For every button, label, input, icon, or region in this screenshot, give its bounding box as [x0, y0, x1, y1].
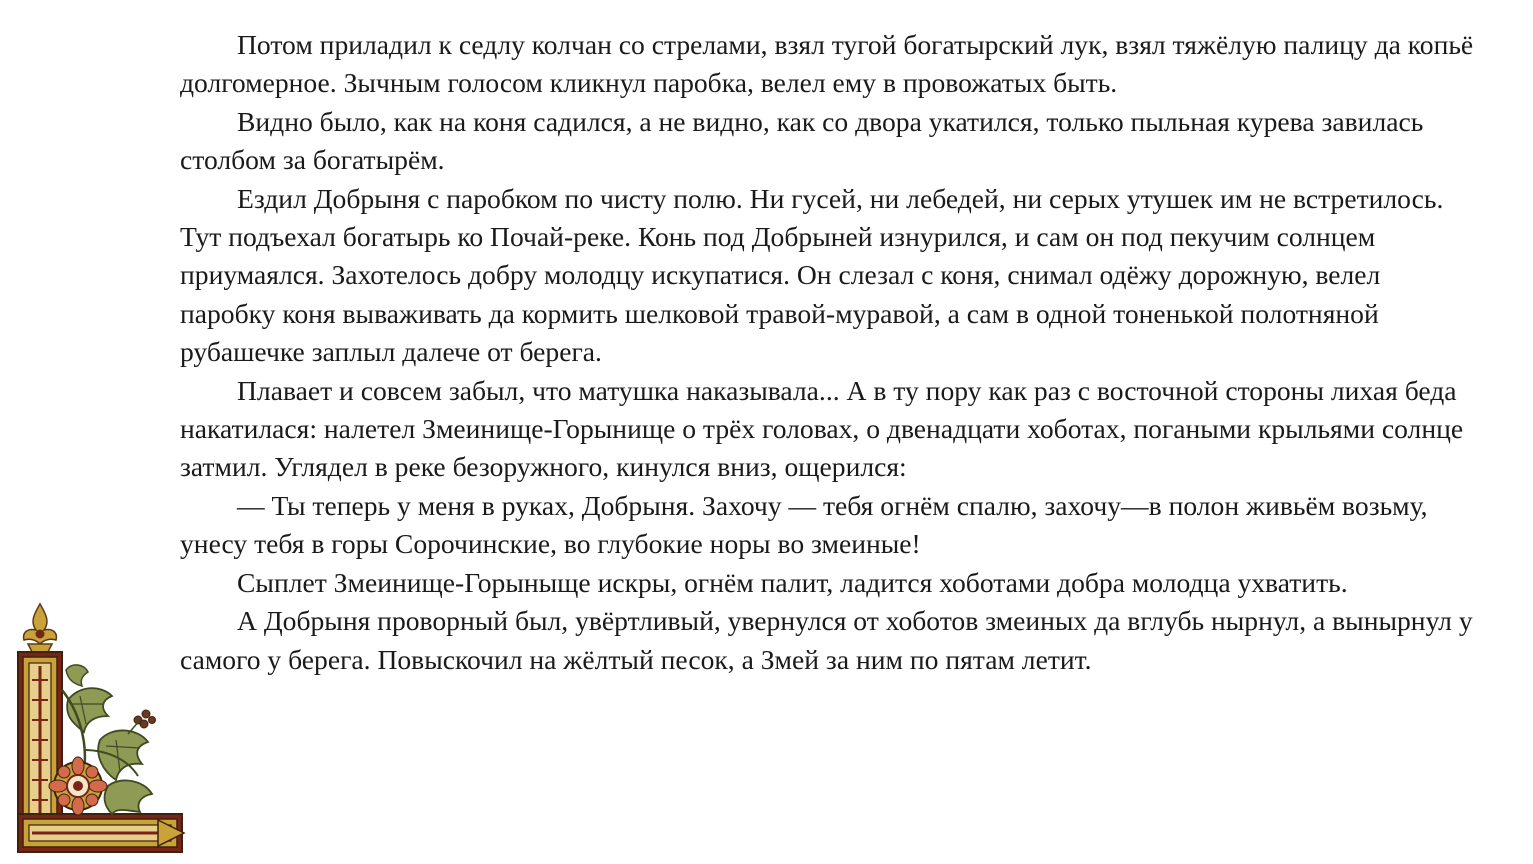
- berry-cluster-icon: [128, 710, 156, 734]
- story-text: [180, 26, 1480, 679]
- paragraph-3: Ездил Добрыня с паробком по чисту полю. Ни гусей, ни лебедей, ни серых утушек им не встретилось. Тут подъехал богатырь ко Почай-реке. Конь под Добрыней изнурился, и сам он под пекучим солнцем приумаялся. Захотелось добру молодцу искупатися. Он слезал с коня, снимал одёжу дорожную, велел паробку коня вываживать да кормить шелковой травой-муравой, а сам в одной тоненькой полотняной рубашечке заплыл далече от берега.: [180, 182, 1444, 368]
- ornamental-corner-icon: [8, 600, 188, 862]
- paragraph-7: А Добрыня проворный был, увёртливый, увернулся от хоботов змеиных да вглубь нырнул, а вынырнул у самого у берега. Повыскочил на жёлтый песок, а Змей за ним по пятам летит.: [180, 605, 1473, 675]
- paragraph-5: — Ты теперь у меня в руках, Добрыня. Захочу — тебя огнём спалю, захочу—в полон живьём возьму, унесу тебя в горы Сорочинские, во глубокие норы во змеиные!: [180, 489, 1428, 560]
- paragraph-1: Потом приладил к седлу колчан со стрелами, взял тугой богатырский лук, взял тяжёлую палицу да копьё долгомерное. Зычным голосом кликнул паробка, велел ему в провожатых быть.: [180, 29, 1474, 99]
- paragraph-4: Плавает и совсем забыл, что матушка наказывала... А в ту пору как раз с восточной стороны лихая беда накатилася: налетел Змеинище-Горынище о трёх головах, о двенадцати хоботах, погаными крыльями солнце затмил. Углядел в реке безоружного, кинулся вниз, ощерился:: [180, 374, 1464, 483]
- paragraph-6: Сыплет Змеинище-Горыныще искры, огнём палит, ладится хоботами добра молодца ухватить.: [237, 566, 1348, 598]
- finial-icon: [24, 604, 57, 652]
- paragraph-2: Видно было, как на коня садился, а не видно, как со двора укатился, только пыльная курева завилась столбом за богатырём.: [180, 105, 1424, 176]
- horizontal-border: [18, 814, 184, 852]
